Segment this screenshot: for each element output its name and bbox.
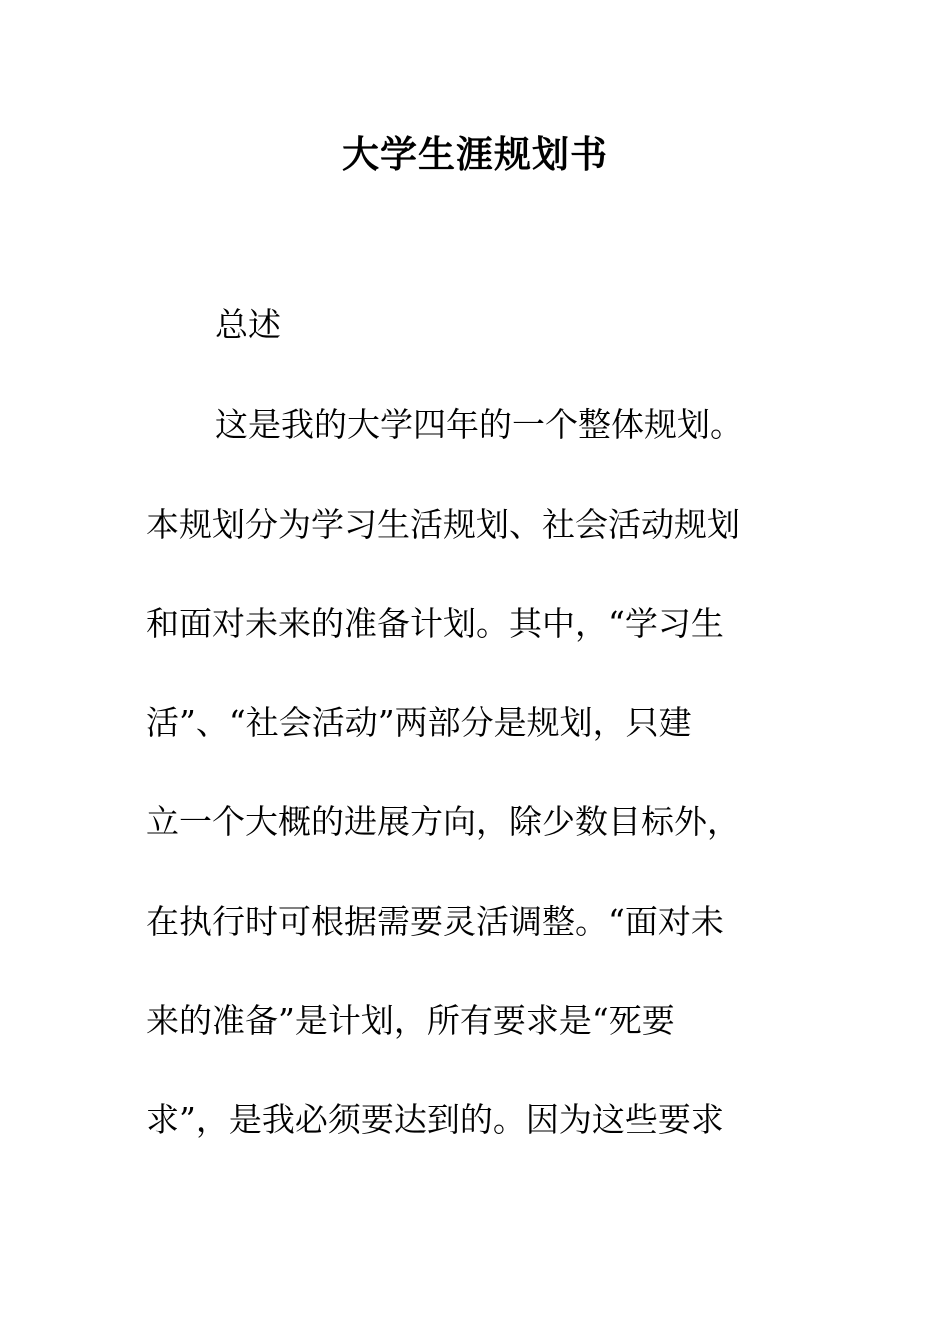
paragraph-line: 在执行时可根据需要灵活调整。“面对未 [146, 902, 724, 941]
document-title: 大学生涯规划书 [342, 132, 608, 176]
paragraph-line: 立一个大概的进展方向，除少数目标外， [146, 802, 740, 841]
paragraph-line: 这是我的大学四年的一个整体规划。 [215, 405, 743, 444]
paragraph-line: 来的准备”是计划，所有要求是“死要 [146, 1001, 675, 1040]
paragraph-line: 和面对未来的准备计划。其中，“学习生 [146, 604, 724, 643]
paragraph-line: 本规划分为学习生活规划、社会活动规划 [146, 505, 740, 544]
section-heading: 总述 [215, 305, 281, 344]
paragraph-line: 活”、“社会活动”两部分是规划，只建 [146, 703, 692, 742]
paragraph-line: 求”，是我必须要达到的。因为这些要求 [146, 1100, 724, 1139]
